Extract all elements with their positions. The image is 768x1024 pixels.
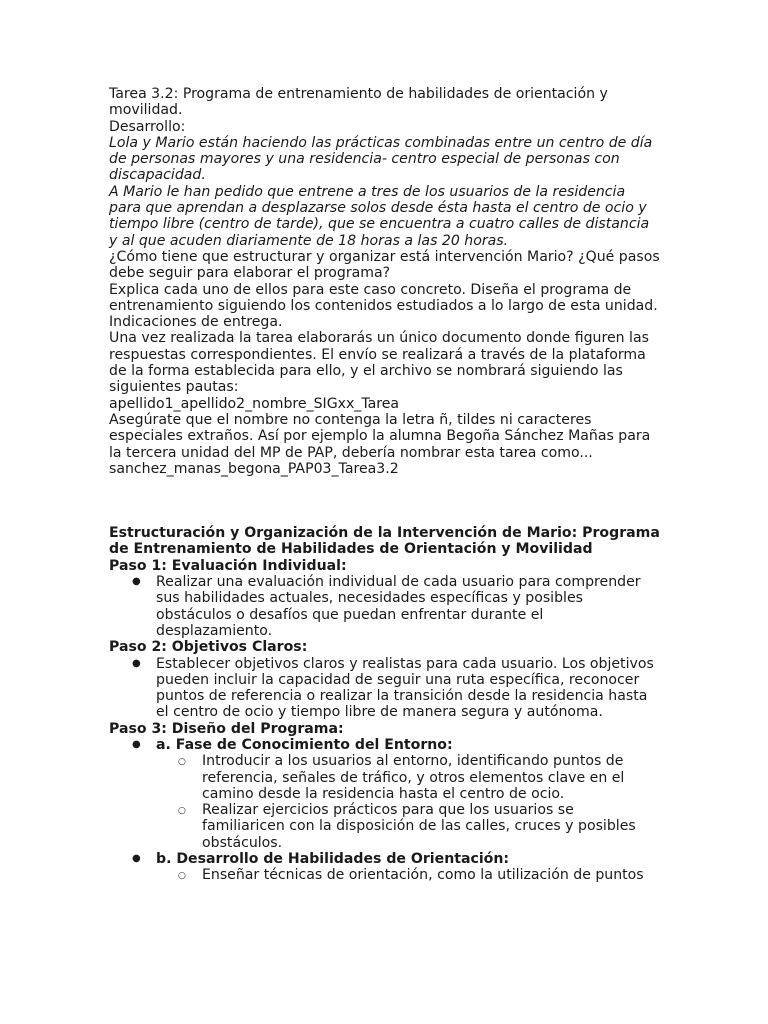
task-section (109, 86, 665, 477)
step1-heading: Paso 1: Evaluación Individual: (109, 557, 347, 574)
phase-a-item-2: Realizar ejercicios prácticos para que los usuarios se familiaricen con la disposición de las calles, cruces y posibles obstáculos. (202, 802, 636, 851)
step2-heading: Paso 2: Objetivos Claros: (109, 639, 308, 656)
circle-bullet-icon: ○ (178, 806, 186, 817)
bullet-icon: ● (132, 576, 141, 588)
step2-list (109, 656, 661, 721)
step1-bullet-text: Realizar una evaluación individual de cada usuario para comprender sus habilidades actuales, necesidades específicas y posibles obstáculos o desafíos que puedan enfrentar durante el desplazamiento. (156, 574, 641, 639)
development-heading: Desarrollo: (109, 118, 186, 135)
case-paragraph-2: A Mario le han pedido que entrene a tres de los usuarios de la residencia para que aprendan a desplazarse solos desde ésta hasta el centro de ocio y tiempo libre (centro de tarde), que se encuentra a cuatro calles de distancia y al que acuden diariamente de 18 horas a las 20 horas. (109, 183, 654, 249)
circle-bullet-icon: ○ (178, 871, 186, 882)
list-item (109, 802, 661, 851)
phase-a-item-1: Introducir a los usuarios al entorno, identificando puntos de referencia, señales de tráfico, y otros elementos clave en el camino desde la residencia hasta el centro de ocio. (202, 753, 625, 802)
phase-a-list (109, 753, 661, 851)
delivery-text: Una vez realizada la tarea elaborarás un único documento donde figuren las respuestas correspondientes. El envío se realizará a través de la plataforma de la forma establecida para ello, y el archivo se nombrará siguiendo las siguientes pautas: (109, 330, 654, 396)
step1-list (109, 574, 661, 639)
delivery-heading: Indicaciones de entrega. (109, 314, 283, 331)
list-item (109, 851, 661, 867)
document-page (109, 86, 665, 884)
filename-pattern: apellido1_apellido2_nombre_SIGxx_Tarea (109, 395, 400, 412)
phase-b-list (109, 867, 661, 883)
naming-note: Asegúrate que el nombre no contenga la letra ñ, tildes ni caracteres especiales extraños. Así por ejemplo la alumna Begoña Sánchez Mañas para la tercera unidad del MP de PAP, debería nombrar esta tarea como... (109, 411, 655, 461)
circle-bullet-icon: ○ (178, 757, 186, 768)
phase-b-item-1: Enseñar técnicas de orientación, como la utilización de puntos (202, 867, 644, 884)
step3-list (109, 737, 661, 753)
case-paragraph-1: Lola y Mario están haciendo las prácticas combinadas entre un centro de día de personas mayores y una residencia- centro especial de personas con discapacidad. (109, 134, 657, 184)
phase-a-heading: a. Fase de Conocimiento del Entorno: (156, 736, 453, 753)
list-item (109, 656, 661, 721)
section-spacer (109, 477, 661, 525)
answer-section (109, 525, 665, 884)
bullet-icon: ● (132, 853, 141, 865)
step3-heading: Paso 3: Diseño del Programa: (109, 720, 344, 737)
task-question: ¿Cómo tiene que estructurar y organizar está intervención Mario? ¿Qué pasos debe seguir para elaborar el programa? (109, 248, 665, 282)
task-explain: Explica cada uno de ellos para este caso concreto. Diseña el programa de entrenamiento siguiendo los contenidos estudiados a lo largo de esta unidad. (109, 281, 658, 314)
filename-example: sanchez_manas_begona_PAP03_Tarea3.2 (109, 460, 399, 477)
step3-list-b (109, 851, 661, 867)
list-item (109, 737, 661, 753)
list-item (109, 867, 661, 883)
phase-b-heading: b. Desarrollo de Habilidades de Orientación: (156, 851, 510, 868)
list-item (109, 753, 661, 802)
task-title: Tarea 3.2: Programa de entrenamiento de habilidades de orientación y movilidad. (109, 86, 613, 119)
list-item (109, 574, 661, 639)
answer-title: Estructuración y Organización de la Intervención de Mario: Programa de Entrenamiento de Habilidades de Orientación y Movilidad (109, 525, 665, 558)
bullet-icon: ● (132, 657, 141, 669)
bullet-icon: ● (132, 738, 141, 750)
step2-bullet-text: Establecer objetivos claros y realistas para cada usuario. Los objetivos pueden incluir la capacidad de seguir una ruta específica, reconocer puntos de referencia o realizar la transición desde la residencia hasta el centro de ocio y tiempo libre de manera segura y autónoma. (156, 655, 654, 721)
